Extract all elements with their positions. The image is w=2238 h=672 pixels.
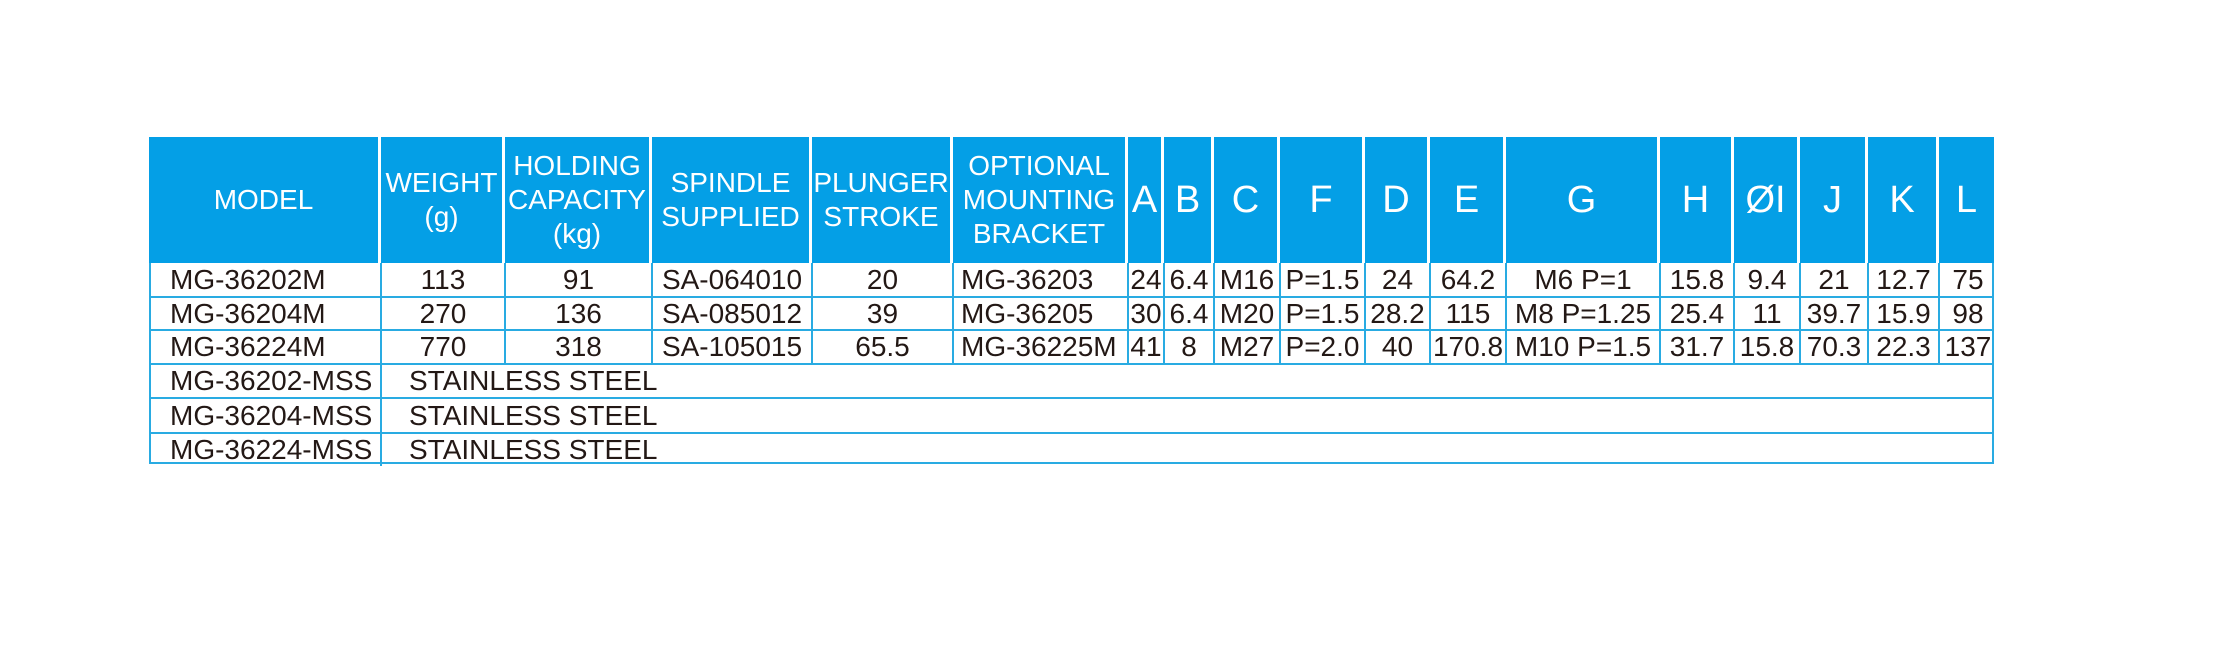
cell-f: P=1.5 (1279, 298, 1364, 330)
cell-model: MG-36224M (170, 331, 326, 362)
cell-j: 39.7 (1799, 298, 1867, 330)
cell-spindle-supplied: SA-064010 (651, 263, 811, 296)
cell-d: 28.2 (1364, 298, 1429, 330)
cell-weight: 113 (380, 263, 504, 296)
cell-l: 75 (1938, 263, 1996, 296)
cell-oi: 9.4 (1733, 263, 1799, 296)
table-row-material (151, 397, 1992, 432)
table-row (151, 329, 1992, 363)
cell-model: MG-36204M (170, 298, 326, 329)
cell-holding-capacity: 318 (504, 331, 651, 363)
table-row (151, 263, 1992, 296)
table-body (149, 263, 1994, 464)
table-row-material (151, 432, 1992, 465)
column-header-l: L (1936, 137, 1994, 263)
cell-material: STAINLESS STEEL (380, 399, 1992, 432)
cell-g: M8 P=1.25 (1505, 298, 1659, 330)
cell-optional-mounting-bracket: MG-36205 (952, 298, 1127, 330)
cell-material: STAINLESS STEEL (380, 434, 1992, 466)
cell-model: MG-36202M (170, 263, 326, 295)
cell-plunger-stroke: 39 (811, 298, 952, 330)
cell-k: 22.3 (1867, 331, 1938, 363)
cell-d: 40 (1364, 331, 1429, 363)
cell-oi: 15.8 (1733, 331, 1799, 363)
cell-b: 6.4 (1163, 298, 1213, 330)
cell-g: M10 P=1.5 (1505, 331, 1659, 363)
column-header-g: G (1503, 137, 1657, 263)
cell-optional-mounting-bracket: MG-36203 (952, 263, 1127, 296)
cell-f: P=2.0 (1279, 331, 1364, 363)
cell-spindle-supplied: SA-085012 (651, 298, 811, 330)
cell-k: 15.9 (1867, 298, 1938, 330)
column-header-h: H (1657, 137, 1731, 263)
column-header-b: B (1161, 137, 1211, 263)
cell-spindle-supplied: SA-105015 (651, 331, 811, 363)
column-header-e: E (1427, 137, 1503, 263)
cell-d: 24 (1364, 263, 1429, 296)
column-header-a: A (1125, 137, 1161, 263)
cell-c: M16 (1213, 263, 1279, 296)
column-header-oi: ØI (1731, 137, 1797, 263)
cell-oi: 11 (1733, 298, 1799, 330)
cell-holding-capacity: 91 (504, 263, 651, 296)
cell-a: 41 (1127, 331, 1163, 363)
table-header-row (149, 137, 1994, 263)
table-row-material (151, 363, 1992, 397)
cell-j: 70.3 (1799, 331, 1867, 363)
cell-plunger-stroke: 20 (811, 263, 952, 296)
column-header-model: MODEL (213, 184, 314, 215)
cell-b: 6.4 (1163, 263, 1213, 296)
cell-c: M20 (1213, 298, 1279, 330)
cell-weight: 770 (380, 331, 504, 363)
column-header-optional-mounting-bracket: OPTIONAL MOUNTING BRACKET (950, 137, 1125, 263)
cell-e: 64.2 (1429, 263, 1505, 296)
cell-h: 15.8 (1659, 263, 1733, 296)
cell-holding-capacity: 136 (504, 298, 651, 330)
cell-l: 98 (1938, 298, 1996, 330)
column-header-f: F (1277, 137, 1362, 263)
cell-h: 25.4 (1659, 298, 1733, 330)
cell-k: 12.7 (1867, 263, 1938, 296)
cell-j: 21 (1799, 263, 1867, 296)
cell-e: 115 (1429, 298, 1505, 330)
cell-l: 137 (1938, 331, 1996, 363)
cell-e: 170.8 (1429, 331, 1505, 363)
product-spec-table (149, 137, 1994, 464)
column-header-plunger-stroke: PLUNGER STROKE (809, 137, 950, 263)
column-header-spindle-supplied: SPINDLE SUPPLIED (649, 137, 809, 263)
cell-weight: 270 (380, 298, 504, 330)
cell-model: MG-36224-MSS (170, 434, 373, 465)
column-header-holding-capacity: HOLDING CAPACITY (kg) (502, 137, 649, 263)
cell-optional-mounting-bracket: MG-36225M (952, 331, 1127, 363)
column-header-weight: WEIGHT (g) (378, 137, 502, 263)
cell-f: P=1.5 (1279, 263, 1364, 296)
cell-c: M27 (1213, 331, 1279, 363)
cell-a: 24 (1127, 263, 1163, 296)
cell-plunger-stroke: 65.5 (811, 331, 952, 363)
cell-model: MG-36204-MSS (170, 399, 373, 431)
column-header-j: J (1797, 137, 1865, 263)
column-header-c: C (1211, 137, 1277, 263)
cell-h: 31.7 (1659, 331, 1733, 363)
table-row (151, 296, 1992, 329)
cell-a: 30 (1127, 298, 1163, 330)
cell-model: MG-36202-MSS (170, 365, 373, 396)
cell-material: STAINLESS STEEL (380, 365, 1992, 397)
cell-b: 8 (1163, 331, 1213, 363)
cell-g: M6 P=1 (1505, 263, 1659, 296)
column-header-k: K (1865, 137, 1936, 263)
column-header-d: D (1362, 137, 1427, 263)
